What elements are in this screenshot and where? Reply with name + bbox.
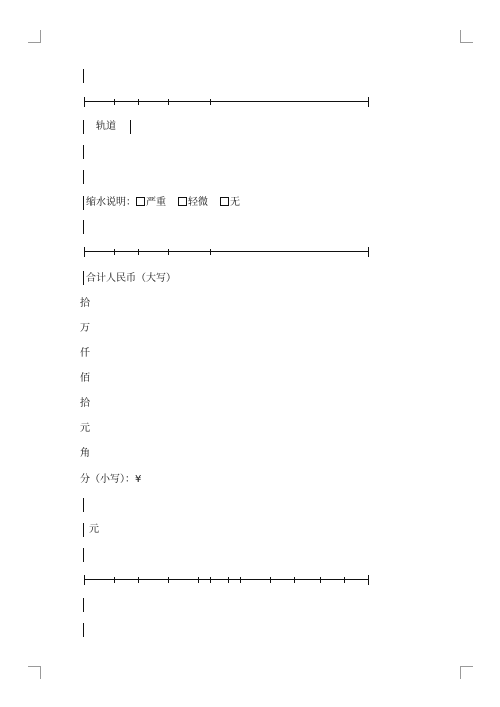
unit-shi-2: 拾: [80, 398, 90, 409]
table-rule-3: [84, 575, 369, 585]
cell-border: [83, 145, 84, 159]
text-cursor-bar: [83, 69, 84, 83]
total-label: 合计人民币（大写）: [86, 273, 176, 284]
cell-border: [83, 548, 84, 562]
crop-mark-top-right: [460, 30, 473, 43]
unit-bai: 佰: [80, 373, 90, 384]
checkbox-none[interactable]: [220, 197, 229, 206]
crop-mark-bottom-right: [460, 666, 473, 679]
option-none: 无: [230, 197, 240, 208]
crop-mark-bottom-left: [28, 666, 41, 679]
option-severe: 严重: [146, 197, 166, 208]
table-rule-2: [84, 247, 369, 257]
cell-border: [130, 120, 131, 134]
small-amount-label: 分（小写）：¥: [80, 474, 142, 485]
cell-border: [83, 220, 84, 234]
option-slight: 轻微: [188, 197, 208, 208]
checkbox-slight[interactable]: [178, 197, 187, 206]
cell-border: [83, 120, 84, 134]
cell-border: [83, 271, 84, 285]
track-label: 轨道: [96, 121, 116, 132]
unit-wan: 万: [80, 323, 90, 334]
cell-border: [83, 196, 84, 210]
cell-border: [83, 170, 84, 184]
crop-mark-top-left: [28, 30, 41, 43]
cell-border: [83, 498, 84, 512]
unit-shi-1: 拾: [80, 298, 90, 309]
shrink-row: [86, 197, 240, 209]
unit-jiao: 角: [80, 448, 90, 459]
unit-qian: 仟: [80, 348, 90, 359]
cell-border: [83, 598, 84, 612]
checkbox-severe[interactable]: [136, 197, 145, 206]
shrink-label: 缩水说明：: [86, 197, 136, 208]
cell-border: [83, 623, 84, 637]
yuan-label: 元: [89, 524, 99, 535]
unit-yuan: 元: [80, 423, 90, 434]
cell-border: [83, 523, 84, 537]
table-rule-1: [84, 97, 369, 107]
